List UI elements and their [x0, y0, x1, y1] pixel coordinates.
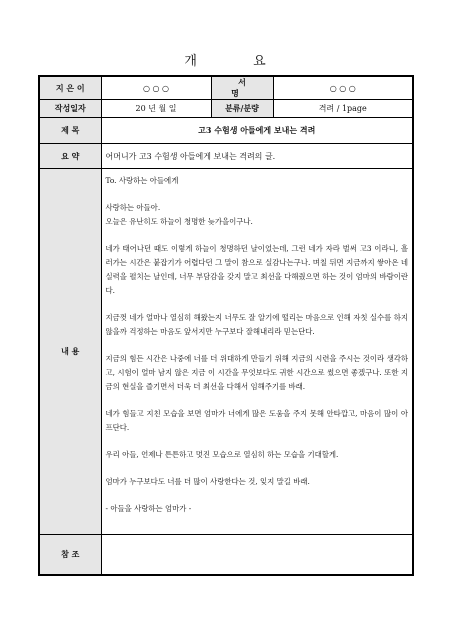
- letter-greeting: To. 사랑하는 아들에게: [105, 176, 179, 185]
- summary-row: [39, 144, 413, 169]
- letter-closing: - 아들을 사랑하는 엄마가 -: [105, 504, 192, 513]
- letter-paragraph-4: 지금의 힘든 시간은 나중에 너를 더 위대하게 만들기 위해 지금의 시련을 주시는 것이라 생각하고, 시험이 얼마 남지 않은 지금 이 시간을 무엇보다도 귀한 시간으로 썼으면 좋겠구나. 또한 지금의 현실을 즐기면서 더욱 더 최선을 다해서 임해주기를 바래.: [105, 354, 408, 391]
- summary-value[interactable]: 어머니가 고3 수험생 아들에게 보내는 격려의 글.: [101, 144, 413, 169]
- author-label: 지 은 이: [39, 76, 101, 100]
- date-value[interactable]: 20 년 월 일: [101, 100, 211, 118]
- reference-label: 참 조: [39, 535, 101, 575]
- summary-label: 요 약: [39, 144, 101, 169]
- letter-body[interactable]: [101, 169, 413, 535]
- subject-value[interactable]: 고3 수험생 아들에게 보내는 격려: [101, 118, 413, 144]
- letter-paragraph-2: 네가 태어나던 때도 이렇게 하늘이 청명하던 날이었는데, 그런 네가 자라 벌써 고3 이라니, 흘러가는 시간은 붙잡기가 어렵다던 그 말이 참으로 실감나는구나. 며칠 뒤면 지금까지 쌓아온 네 실력을 펼치는 날인데, 너무 부담감을 갖지 말고 최선을 다해줬으면 하는 것이 엄마의 바람이란다.: [105, 244, 408, 295]
- category-label: 분류/분량: [211, 100, 273, 118]
- subject-label: 제 목: [39, 118, 101, 144]
- content-label: 내 용: [39, 169, 101, 535]
- sign-label: 서 명: [211, 76, 273, 100]
- content-row: [39, 169, 413, 535]
- overview-form-table: [38, 75, 414, 576]
- author-row: [39, 76, 413, 100]
- page-title: 개 요: [184, 54, 292, 69]
- letter-paragraph-3: 지금껏 네가 얼마나 열심히 해왔는지 너무도 잘 알기에 떨리는 마음으로 인해 자칫 실수를 하지 않을까 걱정하는 마음도 앞서지만 누구보다 잘해내리라 믿는단다.: [105, 313, 408, 336]
- letter-paragraph-6: 우리 아들, 언제나 튼튼하고 멋진 모습으로 열심히 하는 모습을 기대할게.: [105, 450, 339, 459]
- reference-row: [39, 535, 413, 575]
- date-label: 작성일자: [39, 100, 101, 118]
- date-row: [39, 100, 413, 118]
- reference-value[interactable]: [101, 535, 413, 575]
- author-value[interactable]: ○ ○ ○: [101, 76, 211, 100]
- letter-paragraph-5: 네가 힘들고 지친 모습을 보면 엄마가 너에게 많은 도움을 주지 못해 안타깝고, 마음이 많이 아프단다.: [105, 409, 408, 432]
- category-value[interactable]: 격려 / 1page: [273, 100, 413, 118]
- letter-paragraph-7: 엄마가 누구보다도 너를 더 많이 사랑한다는 것, 잊지 말길 바래.: [105, 477, 310, 486]
- sign-value[interactable]: ○ ○ ○: [273, 76, 413, 100]
- subject-row: [39, 118, 413, 144]
- letter-paragraph-1: 사랑하는 아들아. 오늘은 유난히도 하늘이 청명한 늦가을이구나.: [105, 203, 253, 226]
